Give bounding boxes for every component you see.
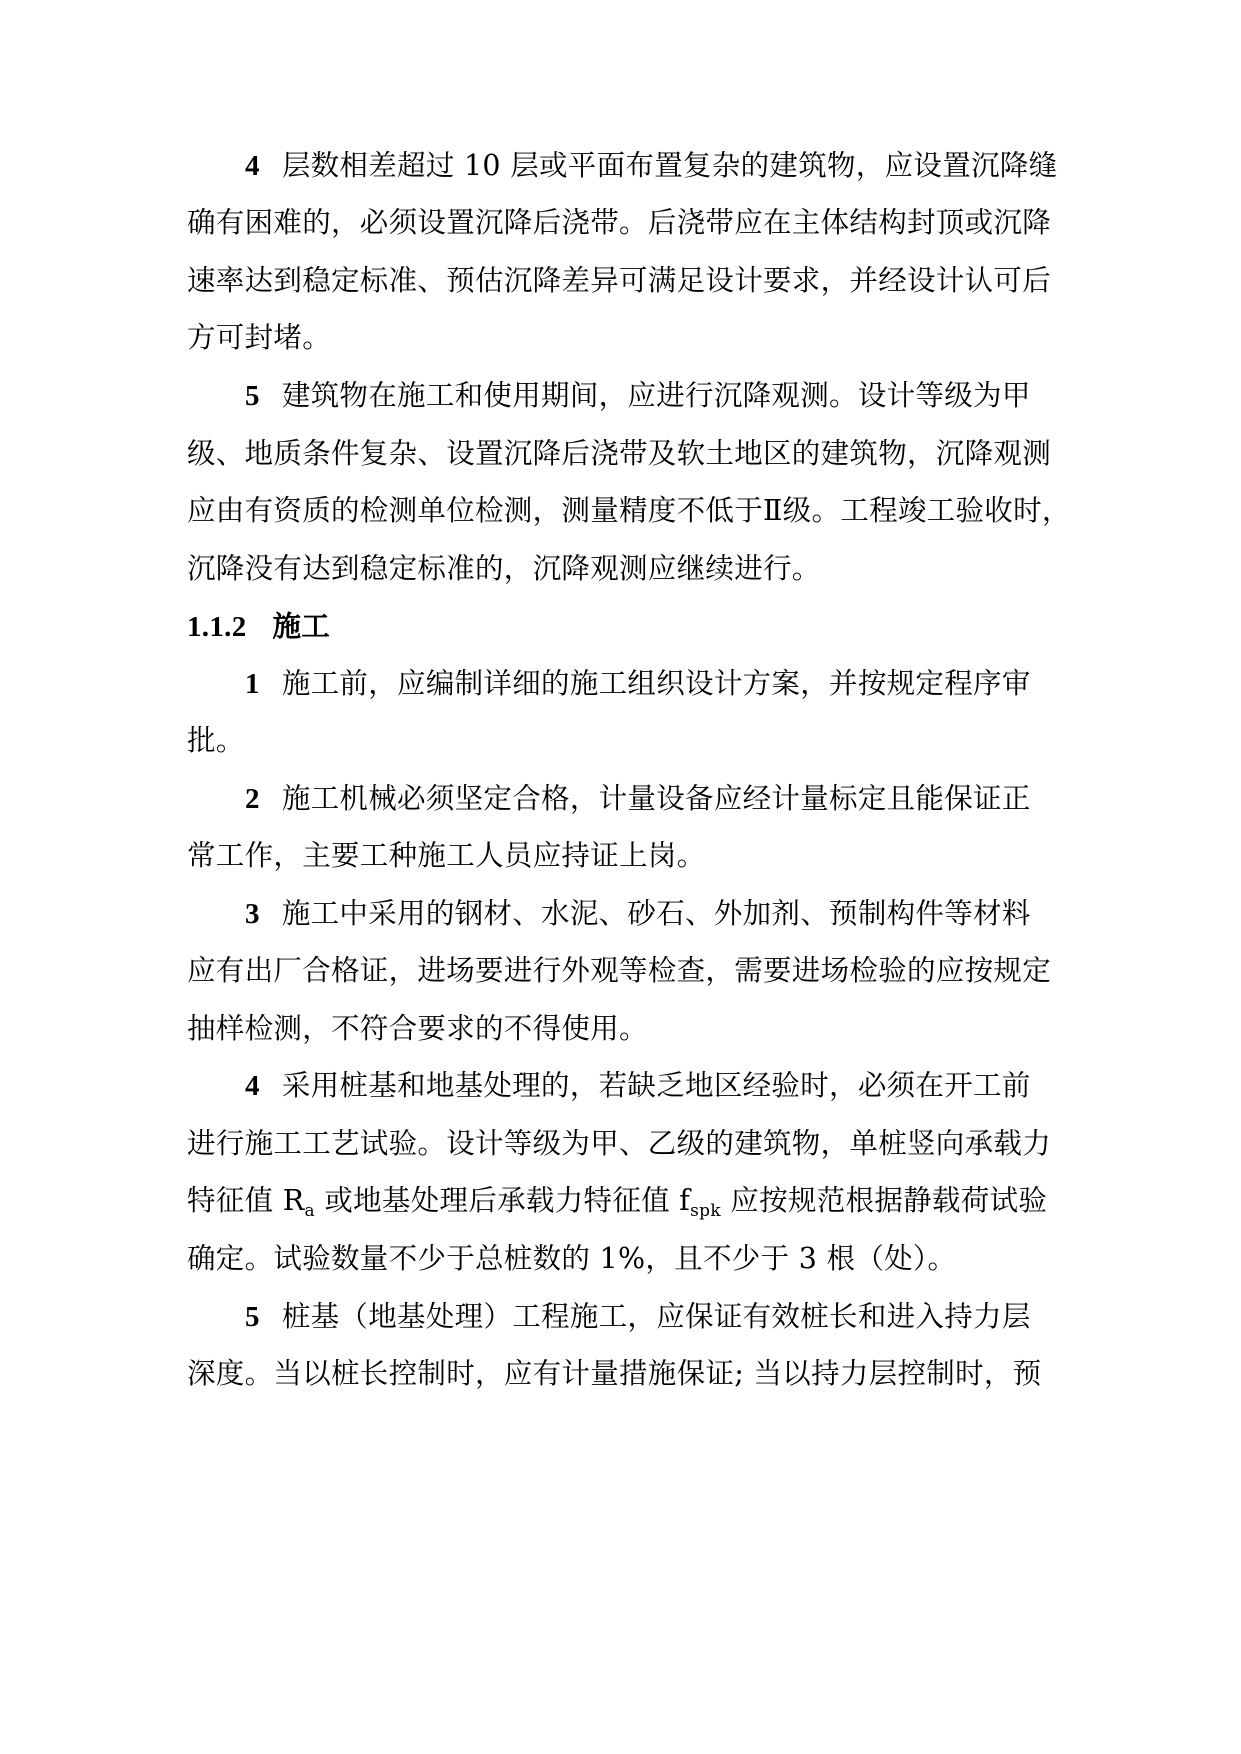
- section-paragraph-4-line-2: 进行施工工艺试验。设计等级为甲、乙级的建筑物，单桩竖向承载力: [187, 1127, 1052, 1160]
- paragraph-5-line-2: 级、地质条件复杂、设置沉降后浇带及软土地区的建筑物，沉降观测: [187, 437, 1052, 470]
- paragraph-4-line-1: 4 层数相差超过 10 层或平面布置复杂的建筑物，应设置沉降缝: [245, 146, 1057, 186]
- section-title: 施工: [272, 610, 331, 643]
- section-paragraph-1-line-2: 批。: [187, 724, 245, 757]
- section-paragraph-3-line-1: 3 施工中采用的钢材、水泥、砂石、外加剂、预制构件等材料: [245, 894, 1031, 934]
- section-paragraph-5-line-2: 深度。当以桩长控制时，应有计量措施保证; 当以持力层控制时，预: [187, 1357, 1042, 1390]
- section-paragraph-3-line-2: 应有出厂合格证，进场要进行外观等检查，需要进场检验的应按规定: [187, 954, 1052, 987]
- section-number: 1.1.2: [187, 611, 247, 643]
- paragraph-number: 1: [245, 668, 260, 700]
- section-paragraph-3-line-3: 抽样检测，不符合要求的不得使用。: [187, 1012, 648, 1045]
- paragraph-5-line-4: 沉降没有达到稳定标准的，沉降观测应继续进行。: [187, 552, 821, 585]
- section-paragraph-1-line-1: 1 施工前，应编制详细的施工组织设计方案，并按规定程序审: [245, 664, 1031, 704]
- section-paragraph-5-line-1: 5 桩基（地基处理）工程施工，应保证有效桩长和进入持力层: [245, 1297, 1031, 1337]
- section-paragraph-2-line-2: 常工作，主要工种施工人员应持证上岗。: [187, 839, 706, 872]
- section-paragraph-4-line-4: 确定。试验数量不少于总桩数的 1%，且不少于 3 根（处）。: [187, 1242, 957, 1275]
- section-paragraph-4-line-1: 4 采用桩基和地基处理的，若缺乏地区经验时，必须在开工前: [245, 1066, 1031, 1106]
- paragraph-number: 5: [245, 1301, 260, 1333]
- section-paragraph-4-line-3: 特征值 $R_a$ 或地基处理后承载力特征值 $f_{spk}$ 应按规范根据静载荷试验: [187, 1184, 1048, 1221]
- paragraph-5-line-1: 5 建筑物在施工和使用期间，应进行沉降观测。设计等级为甲: [245, 376, 1031, 416]
- section-paragraph-2-line-1: 2 施工机械必须坚定合格，计量设备应经计量标定且能保证正: [245, 779, 1031, 819]
- paragraph-number: 4: [245, 1070, 260, 1102]
- paragraph-4-line-3: 速率达到稳定标准、预估沉降差异可满足设计要求，并经设计认可后: [187, 264, 1052, 297]
- paragraph-number: 4: [245, 150, 260, 182]
- paragraph-5-line-3: 应由有资质的检测单位检测，测量精度不低于Ⅱ级。工程竣工验收时，: [187, 494, 1071, 527]
- subscript-spk: spk: [690, 1201, 721, 1221]
- paragraph-number: 5: [245, 380, 260, 412]
- section-heading: [187, 606, 330, 646]
- paragraph-4-line-4: 方可封堵。: [187, 321, 332, 354]
- paragraph-number: 3: [245, 898, 260, 930]
- paragraph-number: 2: [245, 783, 260, 815]
- subscript-a: a: [304, 1201, 315, 1221]
- paragraph-4-line-2: 确有困难的，必须设置沉降后浇带。后浇带应在主体结构封顶或沉降: [187, 206, 1052, 239]
